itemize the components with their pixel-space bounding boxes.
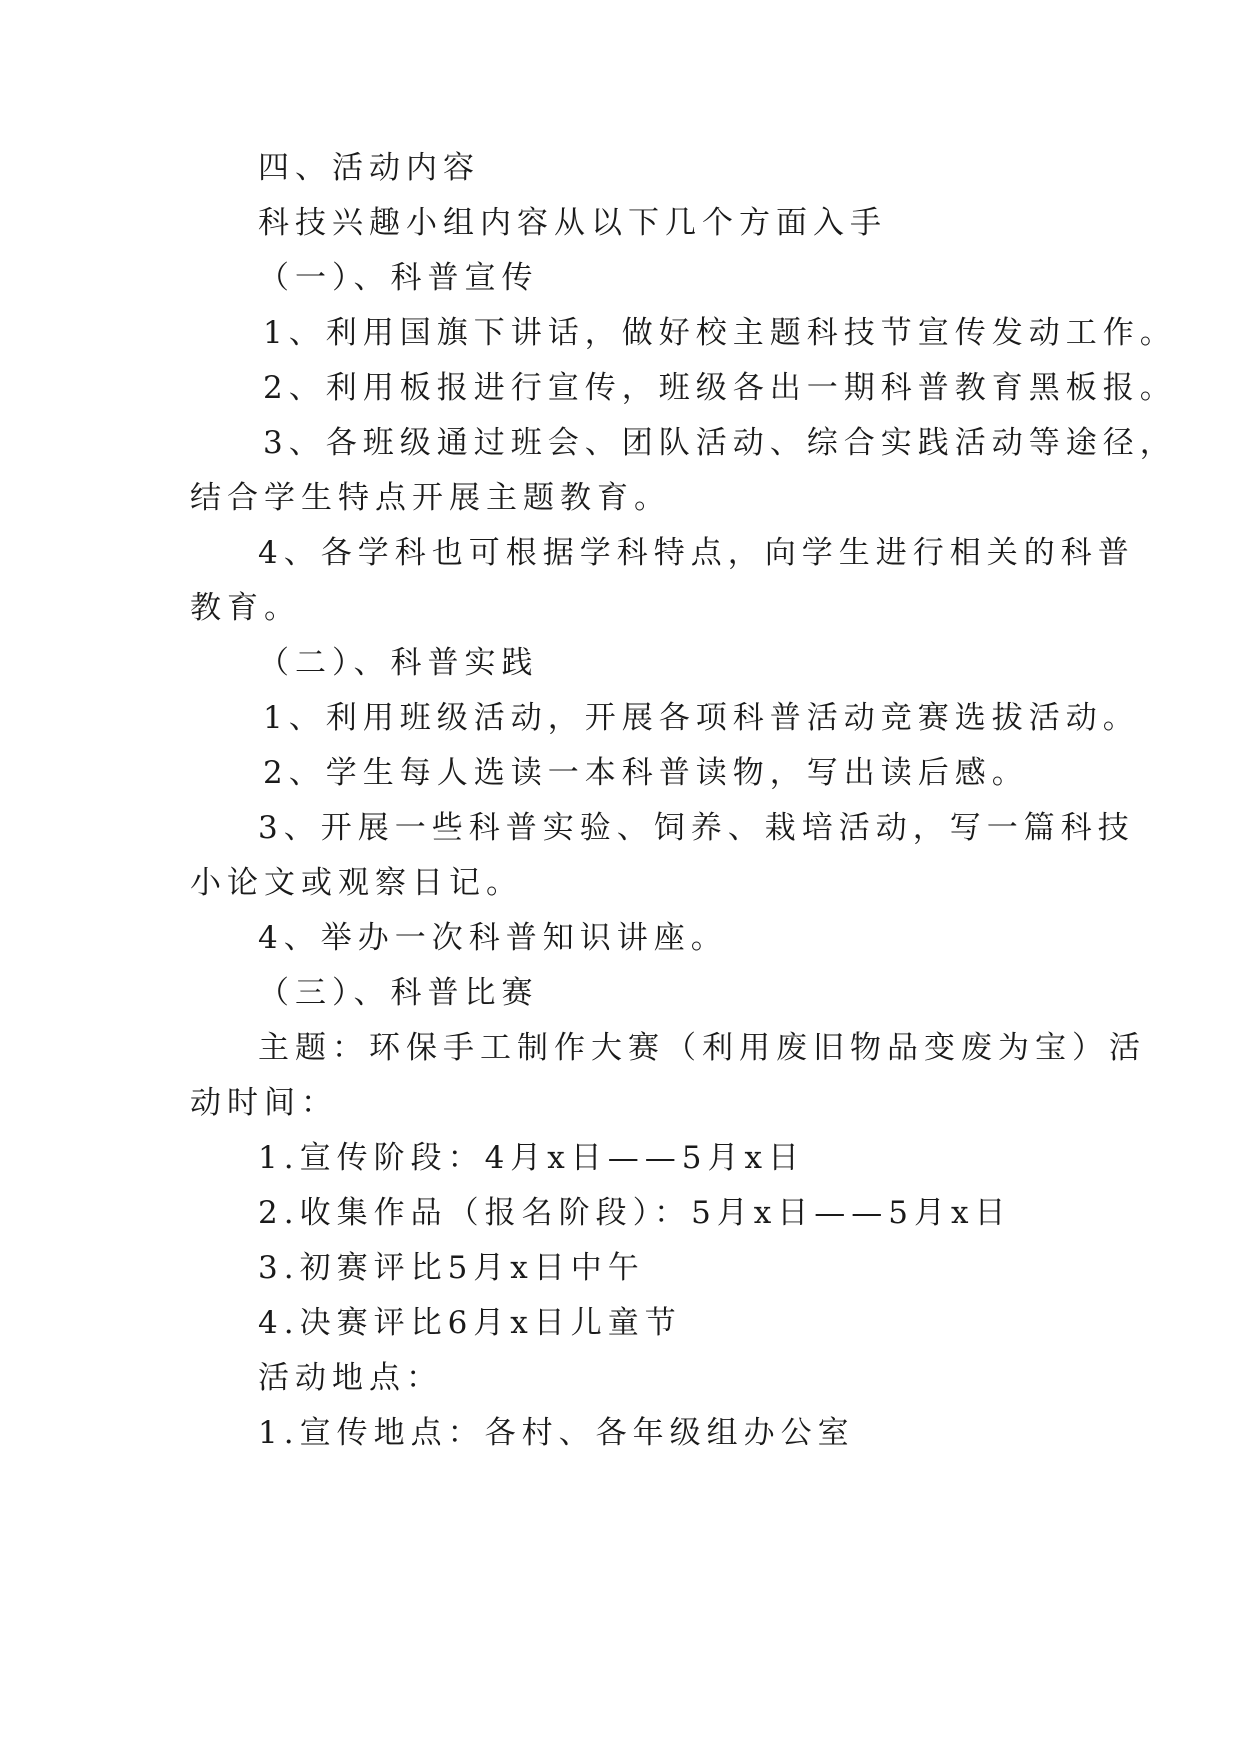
list-item: 2.收集作品（报名阶段）：5月x日——5月x日 — [258, 1195, 1012, 1231]
paragraph-line: 结合学生特点开展主题教育。 — [190, 480, 671, 516]
subsection-heading-2: （二）、科普实践 — [258, 645, 539, 681]
paragraph-line: 1、利用班级活动，开展各项科普活动竞赛选拔活动。 — [263, 700, 1140, 736]
paragraph-line: 1、利用国旗下讲话，做好校主题科技节宣传发动工作。 — [263, 315, 1177, 351]
paragraph-line: 2、学生每人选读一本科普读物，写出读后感。 — [263, 755, 1029, 791]
paragraph-line: 教育。 — [190, 590, 301, 626]
section-heading: 四、活动内容 — [258, 150, 480, 186]
paragraph-line: 4、各学科也可根据学科特点，向学生进行相关的科普 — [258, 535, 1135, 571]
paragraph-line: 小论文或观察日记。 — [190, 865, 523, 901]
list-item: 1.宣传地点：各村、各年级组办公室 — [258, 1415, 855, 1451]
paragraph-line: 活动地点： — [258, 1360, 443, 1396]
paragraph-line: 3、开展一些科普实验、饲养、栽培活动，写一篇科技 — [258, 810, 1135, 846]
list-item: 4.决赛评比6月x日儿童节 — [258, 1305, 682, 1341]
list-item: 1.宣传阶段：4月x日——5月x日 — [258, 1140, 805, 1176]
paragraph-line: 主题：环保手工制作大赛（利用废旧物品变废为宝）活 — [258, 1030, 1146, 1066]
subsection-heading-3: （三）、科普比赛 — [258, 975, 539, 1011]
subsection-heading-1: （一）、科普宣传 — [258, 260, 539, 296]
paragraph-line: 4、举办一次科普知识讲座。 — [258, 920, 728, 956]
list-item: 3.初赛评比5月x日中午 — [258, 1250, 645, 1286]
paragraph-line: 2、利用板报进行宣传，班级各出一期科普教育黑板报。 — [263, 370, 1177, 406]
paragraph-line: 动时间： — [190, 1085, 338, 1121]
paragraph-line: 3、各班级通过班会、团队活动、综合实践活动等途径， — [263, 425, 1177, 461]
intro-line: 科技兴趣小组内容从以下几个方面入手 — [258, 205, 887, 241]
